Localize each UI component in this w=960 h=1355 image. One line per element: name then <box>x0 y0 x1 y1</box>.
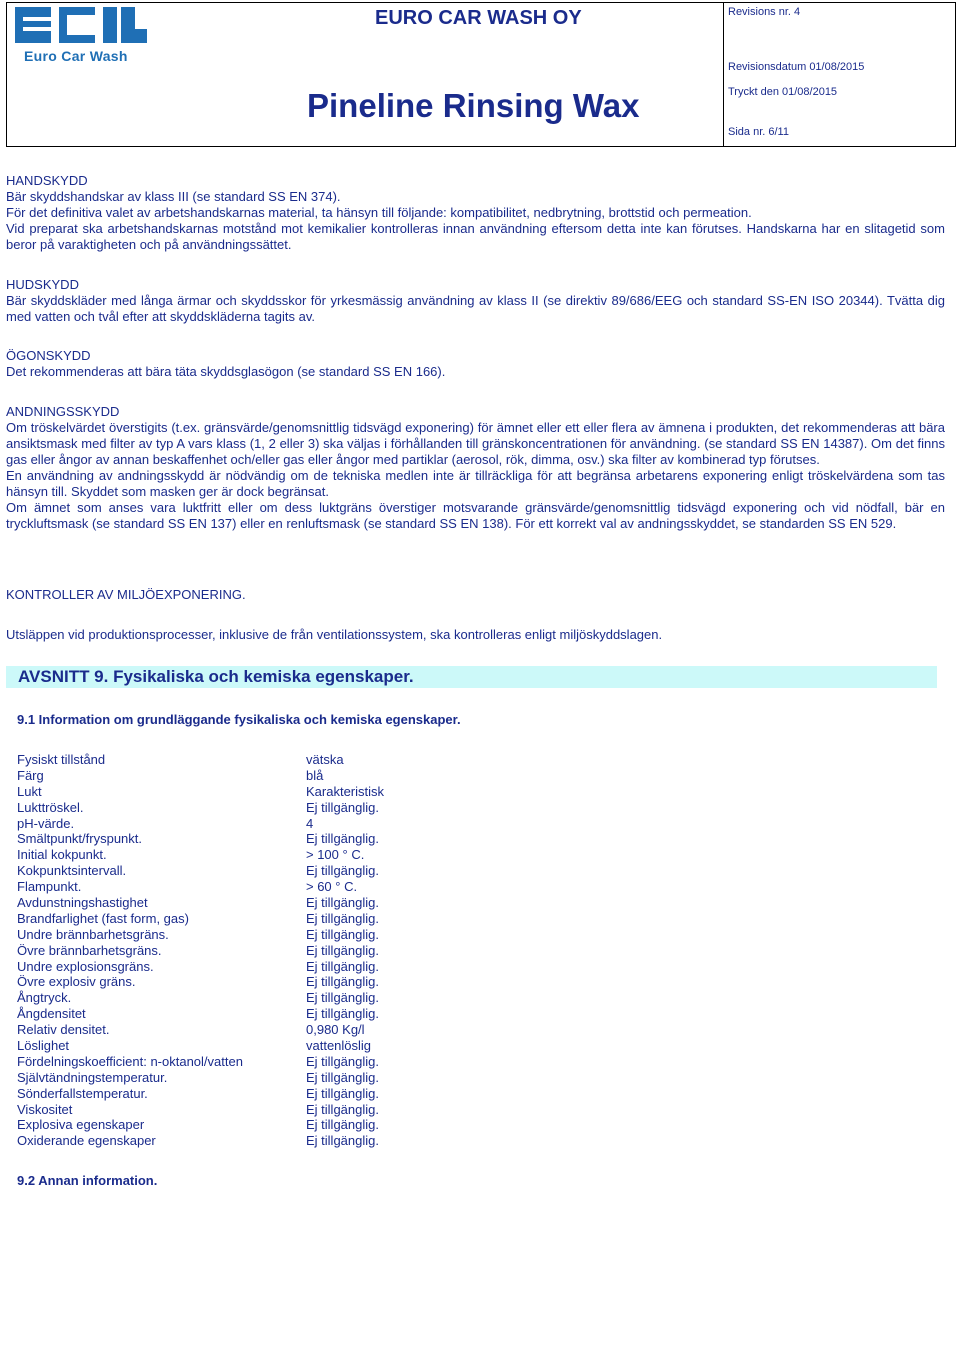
property-value: 0,980 Kg/l <box>306 1022 365 1038</box>
section-heading: ANDNINGSSKYDD <box>6 404 120 419</box>
property-label: Övre explosiv gräns. <box>17 974 136 990</box>
logo <box>7 3 152 146</box>
property-label: Avdunstningshastighet <box>17 895 148 911</box>
logo-icon <box>15 5 147 47</box>
property-row <box>17 927 384 943</box>
property-row <box>17 863 384 879</box>
paragraph: Vid preparat ska arbetshandskarnas motstånd mot kemikalier kontrolleras innan användning eftersom detta inte kan förutses. Handskarna har en slitagetid som beror på varaktigheten och på användningssättet. <box>6 221 945 252</box>
property-label: Flampunkt. <box>17 879 82 895</box>
property-row <box>17 1054 384 1070</box>
property-value: > 60 ° C. <box>306 879 358 895</box>
property-row <box>17 752 384 768</box>
company-name: EURO CAR WASH OY <box>375 7 582 29</box>
property-row <box>17 911 384 927</box>
section-title: AVSNITT 9. Fysikaliska och kemiska egenskaper. <box>18 667 414 686</box>
property-value: Ej tillgänglig. <box>306 863 379 879</box>
print-date: Tryckt den 01/08/2015 <box>728 86 838 98</box>
property-row <box>17 959 384 975</box>
header-divider <box>723 3 724 146</box>
property-value: Ej tillgänglig. <box>306 831 379 847</box>
page-number: Sida nr. 6/11 <box>728 126 789 138</box>
property-row <box>17 1117 384 1133</box>
property-label: Övre brännbarhetsgräns. <box>17 942 162 958</box>
paragraph: En användning av andningsskydd är nödvändig om de tekniska medlen inte är tillräckliga för att begränsa arbetarens exponering enligt tröskelvärdena som tas hänsyn till. Skyddet som masken ger är dock begränsat. <box>6 468 945 499</box>
section-heading: ÖGONSKYDD <box>6 348 91 363</box>
property-value: Ej tillgänglig. <box>306 1053 379 1069</box>
property-value: Ej tillgänglig. <box>306 1133 379 1149</box>
property-label: pH-värde. <box>17 815 75 831</box>
property-label: Undre explosionsgräns. <box>17 958 154 974</box>
paragraph: Om tröskelvärdet överstigits (t.ex. gränsvärde/genomsnittlig tidsvägd exponering) för ämnet eller ett eller flera av ämnena i produkten, det rekommenderas att bära ansiktsmask med filter av typ A vars klass (1, 2 eller 3) ska väljas i förhållanden till gränskoncentrationen för användning. (se standard SS EN 14387). Om det finns gas eller ångor av annan beskaffenhet och/eller gas eller ångor med partiklar (aerosol, rök, dimma, osv.) ska filter av kombinerad typ förutses. <box>6 420 945 467</box>
property-label: Relativ densitet. <box>17 1022 110 1038</box>
property-label: Fördelningskoefficient: n-oktanol/vatten <box>17 1053 243 1069</box>
property-label: Undre brännbarhetsgräns. <box>17 926 169 942</box>
property-label: Ångtryck. <box>17 990 72 1006</box>
property-value: Ej tillgänglig. <box>306 895 379 911</box>
document-header <box>6 2 956 147</box>
property-label: Sönderfallstemperatur. <box>17 1085 148 1101</box>
environment-heading: KONTROLLER AV MILJÖEXPONERING. <box>6 587 246 602</box>
paragraph: För det definitiva valet av arbetshandskarnas material, ta hänsyn till följande: kompatibilitet, nedbrytning, brottstid och permeation. <box>6 205 752 220</box>
paragraph: Bär skyddshandskar av klass III (se standard SS EN 374). <box>6 189 341 204</box>
property-row <box>17 990 384 1006</box>
property-label: Explosiva egenskaper <box>17 1117 145 1133</box>
property-row <box>17 974 384 990</box>
property-value: blå <box>306 767 324 783</box>
property-value: Ej tillgänglig. <box>306 1101 379 1117</box>
property-row <box>17 1022 384 1038</box>
eye-protection-section <box>6 348 945 380</box>
property-value: > 100 ° C. <box>306 847 365 863</box>
property-value: Ej tillgänglig. <box>306 958 379 974</box>
paragraph: Om ämnet som anses vara luktfritt eller om dess luktgräns överstiger motsvarande gränsvärde/genomsnittlig tidsvägd exponering och vid nödfall, bär en tryckluftsmask (se standard SS EN 137) eller en renluftsmask (se standard SS EN 138). För ett korrekt val av andningsskyddet, se standarden SS EN 529. <box>6 500 945 531</box>
property-row <box>17 879 384 895</box>
property-row <box>17 831 384 847</box>
section-heading: HUDSKYDD <box>6 277 79 292</box>
property-value: Ej tillgänglig. <box>306 910 379 926</box>
property-label: Viskositet <box>17 1101 73 1117</box>
property-row <box>17 943 384 959</box>
property-row <box>17 1086 384 1102</box>
property-label: Fysiskt tillstånd <box>17 752 106 767</box>
logo-text: Euro Car Wash <box>24 48 128 64</box>
skin-protection-section <box>6 277 945 325</box>
property-row <box>17 1102 384 1118</box>
property-value: Ej tillgänglig. <box>306 974 379 990</box>
subsection-title: 9.2 Annan information. <box>17 1173 158 1188</box>
property-value: Ej tillgänglig. <box>306 1117 379 1133</box>
property-label: Smältpunkt/fryspunkt. <box>17 831 142 847</box>
property-row <box>17 1133 384 1149</box>
property-row <box>17 800 384 816</box>
hand-protection-section <box>6 173 945 253</box>
property-row <box>17 847 384 863</box>
property-label: Lukttröskel. <box>17 799 84 815</box>
property-label: Löslighet <box>17 1038 70 1054</box>
product-name: Pineline Rinsing Wax <box>307 87 640 124</box>
property-label: Lukt <box>17 783 42 799</box>
subsection-title: 9.1 Information om grundläggande fysikaliska och kemiska egenskaper. <box>17 712 461 727</box>
property-label: Initial kokpunkt. <box>17 847 107 863</box>
property-value: Karakteristisk <box>306 783 385 799</box>
property-row <box>17 768 384 784</box>
property-value: vattenlöslig <box>306 1038 372 1054</box>
property-value: Ej tillgänglig. <box>306 1006 379 1022</box>
property-row <box>17 784 384 800</box>
respiratory-protection-section <box>6 404 945 532</box>
property-value: Ej tillgänglig. <box>306 926 379 942</box>
paragraph: Bär skyddskläder med långa ärmar och skyddsskor för yrkesmässig användning av klass II (se direktiv 89/686/EEG och standard SS-EN ISO 20344). Tvätta dig med vatten och tvål efter att skyddskläderna tagits av. <box>6 293 945 324</box>
property-row <box>17 1070 384 1086</box>
property-row <box>17 1038 384 1054</box>
property-value: Ej tillgänglig. <box>306 799 379 815</box>
section-heading: HANDSKYDD <box>6 173 88 188</box>
revision-number: Revisions nr. 4 <box>728 6 801 18</box>
property-label: Brandfarlighet (fast form, gas) <box>17 910 189 926</box>
properties-table <box>17 752 384 1149</box>
property-label: Färg <box>17 767 44 783</box>
property-row <box>17 895 384 911</box>
environment-text: Utsläppen vid produktionsprocesser, inklusive de från ventilationssystem, ska kontrolleras enligt miljöskyddslagen. <box>6 627 663 642</box>
revision-date: Revisionsdatum 01/08/2015 <box>728 61 865 73</box>
property-value: Ej tillgänglig. <box>306 1069 379 1085</box>
property-row <box>17 816 384 832</box>
property-value: 4 <box>306 815 314 831</box>
property-value: Ej tillgänglig. <box>306 990 379 1006</box>
property-label: Oxiderande egenskaper <box>17 1133 156 1149</box>
property-label: Kokpunktsintervall. <box>17 863 127 879</box>
property-value: Ej tillgänglig. <box>306 1085 379 1101</box>
property-value: vätska <box>306 752 344 767</box>
property-label: Självtändningstemperatur. <box>17 1069 168 1085</box>
paragraph: Det rekommenderas att bära täta skyddsglasögon (se standard SS EN 166). <box>6 364 446 379</box>
property-value: Ej tillgänglig. <box>306 942 379 958</box>
property-row <box>17 1006 384 1022</box>
property-label: Ångdensitet <box>17 1006 86 1022</box>
